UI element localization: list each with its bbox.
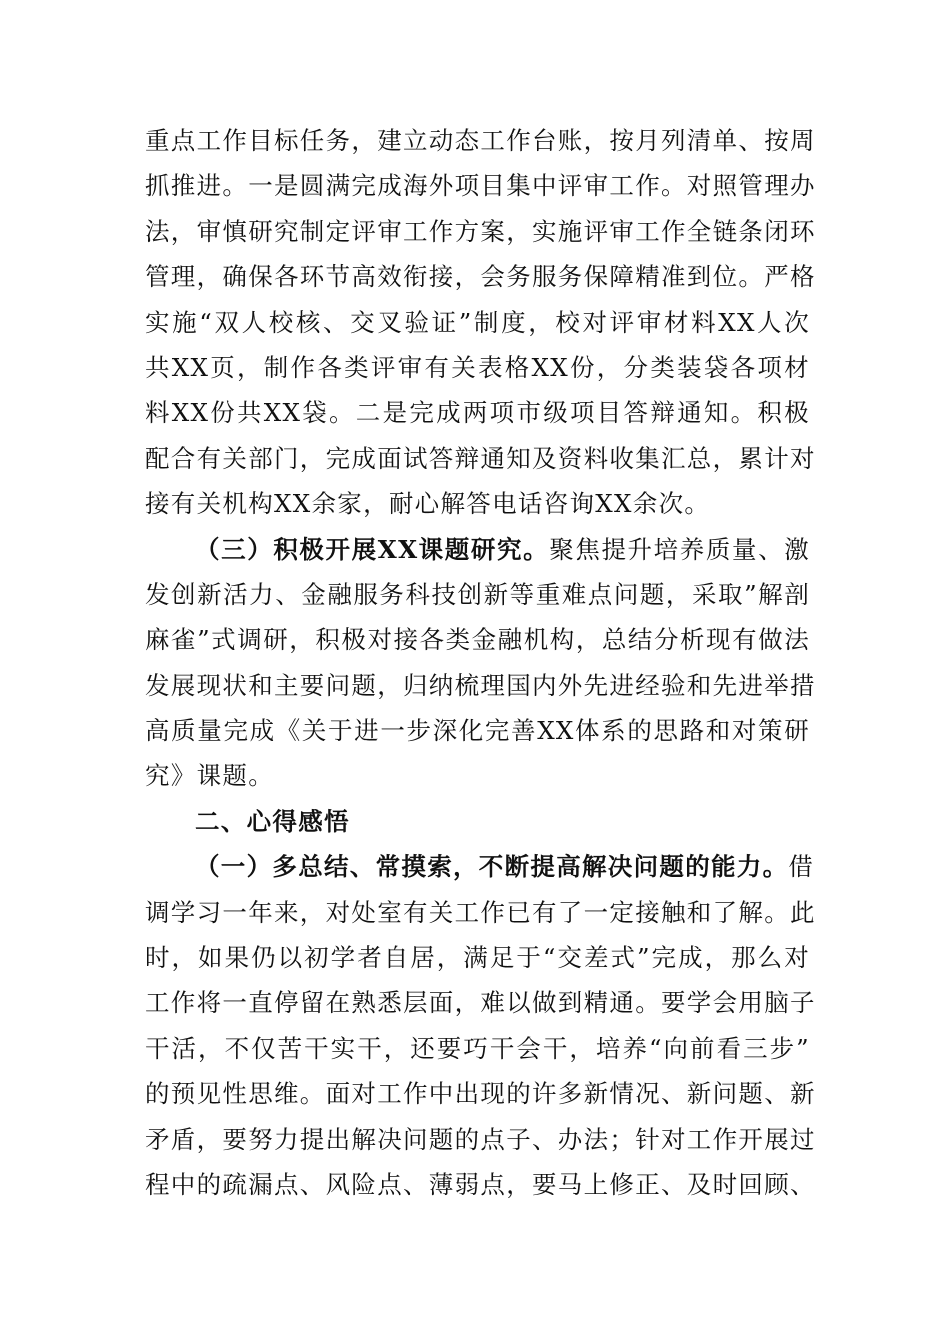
subsection-text: 借 — [788, 852, 815, 882]
subsection-heading: （一）多总结、常摸索，不断提高解决问题的能力。 — [195, 852, 789, 882]
paragraph-line: 料XX份共XX袋。二是完成两项市级项目答辩通知。积极 — [145, 398, 810, 428]
paragraph-line: 究》课题。 — [145, 761, 274, 791]
paragraph-line: 共XX页，制作各类评审有关表格XX份，分类装袋各项材 — [145, 352, 810, 382]
paragraph-line: 麻雀”式调研，积极对接各类金融机构，总结分析现有做法 — [145, 625, 810, 655]
subsection-heading: （三）积极开展XX课题研究。 — [195, 534, 550, 564]
paragraph-line: 配合有关部门，完成面试答辩通知及资料收集汇总，累计对 — [145, 443, 816, 473]
paragraph-line: 管理，确保各环节高效衔接，会务服务保障精准到位。严格 — [145, 262, 816, 292]
section-heading: 二、心得感悟 — [195, 806, 350, 836]
paragraph-line: 高质量完成《关于进一步深化完善XX体系的思路和对策研 — [145, 716, 810, 746]
paragraph-line: 工作将一直停留在熟悉层面，难以做到精通。要学会用脑子 — [145, 988, 816, 1018]
paragraph-line: 时，如果仍以初学者自居，满足于“交差式”完成，那么对 — [145, 943, 810, 973]
paragraph-line: 发展现状和主要问题，归纳梳理国内外先进经验和先进举措 — [145, 670, 816, 700]
paragraph-line: 实施“双人校核、交叉验证”制度，校对评审材料XX人次 — [145, 307, 810, 337]
paragraph-line: 的预见性思维。面对工作中出现的许多新情况、新问题、新 — [145, 1079, 816, 1109]
subsection-line — [145, 844, 815, 889]
subsection-line — [145, 527, 810, 572]
paragraph-line: 法，审慎研究制定评审工作方案，实施评审工作全链条闭环 — [145, 216, 816, 246]
paragraph-line: 重点工作目标任务，建立动态工作台账，按月列清单、按周 — [145, 126, 816, 155]
paragraph-line: 发创新活力、金融服务科技创新等重难点问题，采取”解剖 — [145, 579, 810, 609]
paragraph-line: 矛盾，要努力提出解决问题的点子、办法；针对工作开展过 — [145, 1124, 816, 1154]
subsection-text: 聚焦提升培养质量、激 — [549, 534, 811, 564]
paragraph-line: 接有关机构XX余家，耐心解答电话咨询XX余次。 — [145, 489, 711, 519]
paragraph-line: 干活，不仅苦干实干，还要巧干会干，培养“向前看三步” — [145, 1033, 810, 1063]
paragraph-line: 调学习一年来，对处室有关工作已有了一定接触和了解。此 — [145, 897, 816, 927]
paragraph-line: 抓推进。一是圆满完成海外项目集中评审工作。对照管理办 — [145, 171, 816, 201]
paragraph-line: 程中的疏漏点、风险点、薄弱点，要马上修正、及时回顾、 — [145, 1169, 816, 1199]
document-body — [145, 118, 816, 1207]
